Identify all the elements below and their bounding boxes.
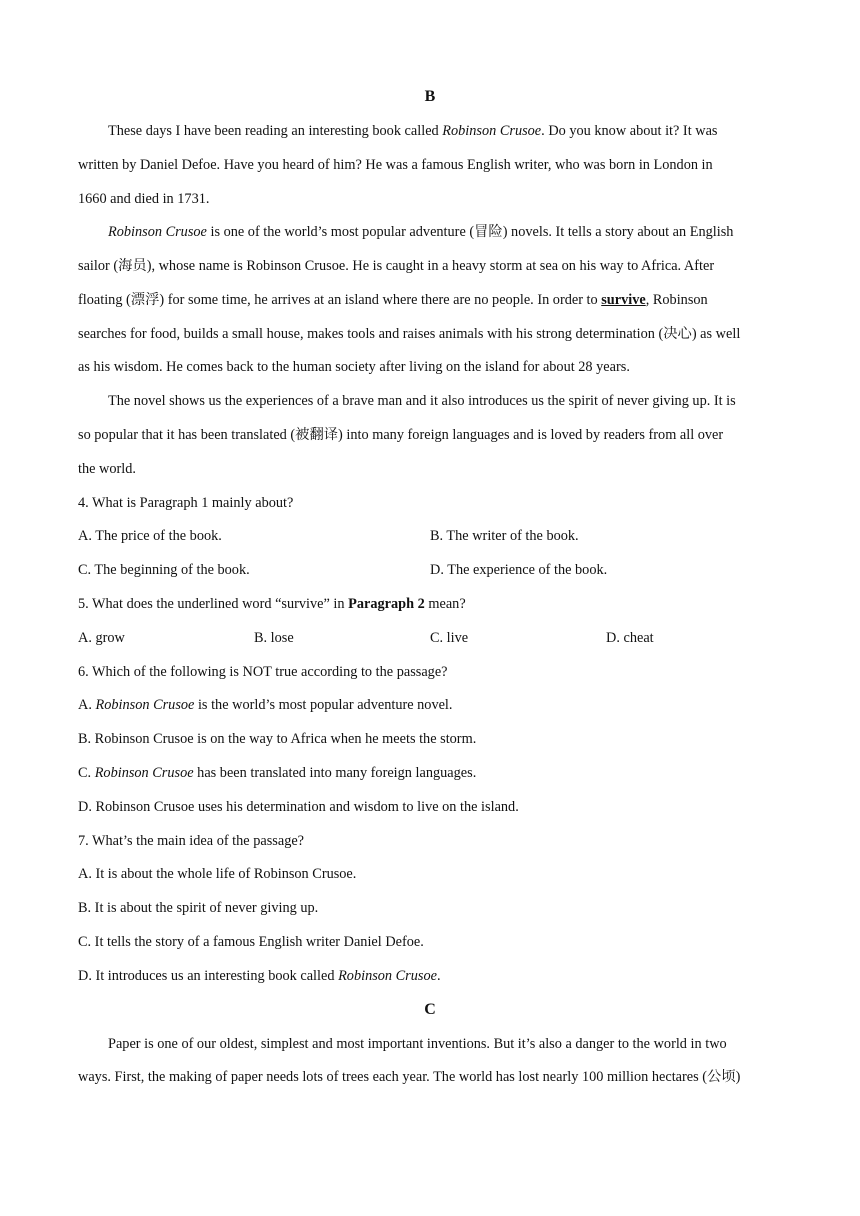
b-p2-line5: as his wisdom. He comes back to the human society after living on the island for about 28 years. bbox=[78, 359, 630, 375]
book-title: Robinson Crusoe bbox=[338, 968, 437, 984]
q7-option-d bbox=[78, 966, 441, 986]
text: , Robinson bbox=[645, 292, 708, 308]
bold-text: Paragraph 2 bbox=[348, 596, 425, 612]
text: These days I have been reading an interesting book called bbox=[108, 123, 443, 139]
b-p3-line1: The novel shows us the experiences of a brave man and it also introduces us the spirit of never giving up. It is bbox=[108, 393, 736, 409]
b-p3-line3: the world. bbox=[78, 461, 136, 477]
text: . bbox=[436, 968, 441, 984]
q5-option-c: C. live bbox=[430, 630, 469, 646]
b-p2-line2: sailor (海员), whose name is Robinson Crusoe. He is caught in a heavy storm at sea on his way to Africa. After bbox=[78, 258, 715, 274]
q4-stem: 4. What is Paragraph 1 mainly about? bbox=[78, 495, 294, 511]
b-p3-line2: so popular that it has been translated (被翻译) into many foreign languages and is loved by readers from all over bbox=[78, 427, 724, 443]
b-p1-line3: 1660 and died in 1731. bbox=[78, 191, 210, 207]
book-title: Robinson Crusoe bbox=[442, 123, 542, 139]
q7-option-a: A. It is about the whole life of Robinson Crusoe. bbox=[78, 866, 357, 882]
c-p1-line2: ways. First, the making of paper needs lots of trees each year. The world has lost nearly 100 million hectares (公顷) bbox=[78, 1069, 741, 1085]
q5-option-b: B. lose bbox=[254, 630, 294, 646]
text: has been translated into many foreign languages. bbox=[193, 765, 477, 781]
text: is one of the world’s most popular adventure (冒险) novels. It tells a story about an English bbox=[206, 224, 734, 240]
b-p1-line1 bbox=[108, 121, 717, 141]
q5-option-d: D. cheat bbox=[606, 630, 654, 646]
q4-option-c: C. The beginning of the book. bbox=[78, 562, 250, 578]
b-p2-line1 bbox=[108, 222, 733, 242]
book-title: Robinson Crusoe bbox=[94, 765, 194, 781]
q6-option-a bbox=[78, 695, 452, 715]
q6-option-c bbox=[78, 763, 476, 783]
b-p2-line4: searches for food, builds a small house, makes tools and raises animals with his strong determination (决心) as well bbox=[78, 326, 741, 342]
text: D. It introduces us an interesting book called bbox=[78, 968, 339, 984]
underlined-word: survive bbox=[601, 292, 646, 308]
q6-stem: 6. Which of the following is NOT true according to the passage? bbox=[78, 664, 448, 680]
q6-option-b: B. Robinson Crusoe is on the way to Africa when he meets the storm. bbox=[78, 731, 477, 747]
q5-stem bbox=[78, 594, 466, 614]
q6-option-d: D. Robinson Crusoe uses his determination and wisdom to live on the island. bbox=[78, 799, 519, 815]
q7-stem: 7. What’s the main idea of the passage? bbox=[78, 833, 305, 849]
text: floating (漂浮) for some time, he arrives at an island where there are no people. In order to bbox=[78, 292, 602, 308]
b-p1-line2: written by Daniel Defoe. Have you heard of him? He was a famous English writer, who was born in London in bbox=[78, 157, 713, 173]
text: C. bbox=[78, 765, 95, 781]
q5-option-a: A. grow bbox=[78, 630, 125, 646]
c-p1-line1: Paper is one of our oldest, simplest and most important inventions. But it’s also a danger to the world in two bbox=[108, 1036, 727, 1052]
book-title: Robinson Crusoe bbox=[108, 224, 207, 240]
q4-option-d: D. The experience of the book. bbox=[430, 562, 608, 578]
text: is the world’s most popular adventure novel. bbox=[194, 697, 453, 713]
q7-option-c: C. It tells the story of a famous English writer Daniel Defoe. bbox=[78, 934, 424, 950]
section-b-heading: B bbox=[424, 88, 436, 105]
q4-option-a: A. The price of the book. bbox=[78, 528, 222, 544]
q7-option-b: B. It is about the spirit of never giving up. bbox=[78, 900, 319, 916]
text: A. bbox=[78, 697, 96, 713]
b-p2-line3 bbox=[78, 290, 708, 310]
section-c-heading: C bbox=[424, 1001, 436, 1018]
text: . Do you know about it? It was bbox=[541, 123, 718, 139]
book-title: Robinson Crusoe bbox=[95, 697, 195, 713]
text: 5. What does the underlined word “survive” in bbox=[78, 596, 349, 612]
q4-option-b: B. The writer of the book. bbox=[430, 528, 579, 544]
text: mean? bbox=[424, 596, 466, 612]
